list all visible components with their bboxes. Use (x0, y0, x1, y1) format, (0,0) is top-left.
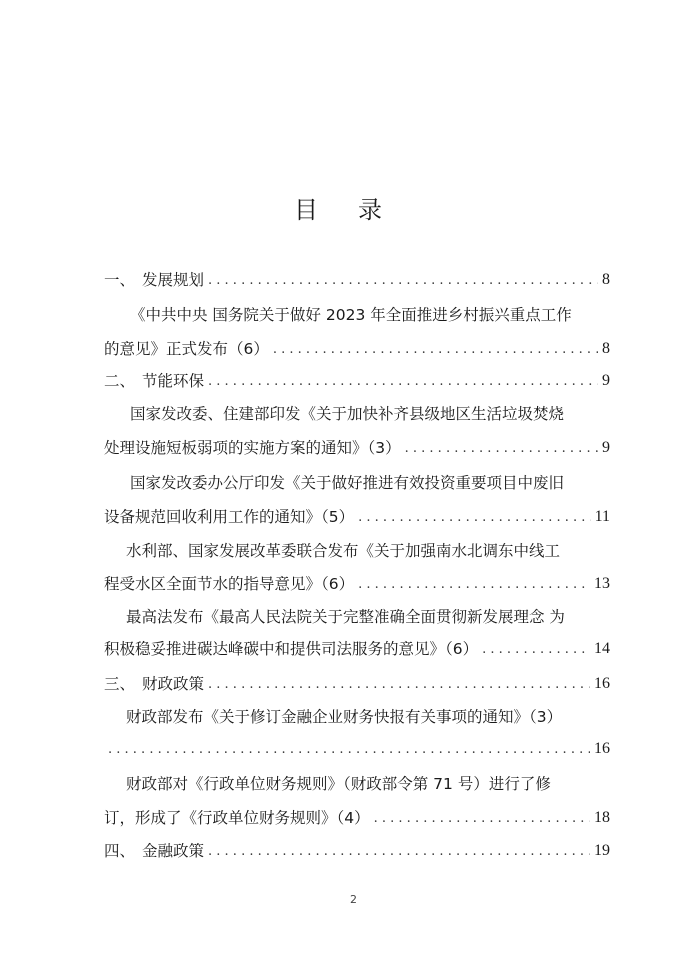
toc-item-3-line-2[interactable] (104, 506, 610, 528)
toc-item-6-line-1[interactable] (126, 706, 614, 728)
toc-section-3[interactable] (104, 673, 610, 695)
toc-item-text: 国家发改委办公厅印发《关于做好推进有效投资重要项目中废旧 (130, 474, 565, 492)
dot-leader (208, 271, 598, 291)
toc-item-2-line-1[interactable] (130, 403, 614, 425)
toc-item-2-line-2[interactable] (104, 437, 610, 459)
dot-leader (358, 508, 590, 528)
toc-item-text: 程受水区全面节水的指导意见》（6） (104, 575, 355, 593)
page-number: 16 (594, 740, 610, 757)
dot-leader (405, 439, 598, 459)
dot-leader (374, 809, 590, 829)
toc-section-4[interactable] (104, 840, 610, 862)
toc-item-4-line-2[interactable] (104, 573, 610, 595)
toc-item-text: 财政部对《行政单位财务规则》（财政部令第 71 号）进行了修 (126, 775, 551, 793)
toc-item-text: 《中共中央 国务院关于做好 2023 年全面推进乡村振兴重点工作 (130, 306, 572, 324)
page-number: 9 (602, 372, 610, 389)
section-title: 金融政策 (142, 842, 205, 860)
toc-item-4-line-1[interactable] (126, 540, 614, 562)
toc-item-text: 积极稳妥推进碳达峰碳中和提供司法服务的意见》（6） (104, 640, 479, 658)
page-number: 8 (602, 271, 610, 288)
toc-item-text: 设备规范回收利用工作的通知》（5） (104, 508, 355, 526)
title-char-1: 目 (294, 196, 318, 224)
toc-item-6-line-2[interactable] (104, 738, 610, 760)
section-title: 发展规划 (142, 271, 205, 289)
toc-item-5-line-2[interactable] (104, 638, 610, 660)
section-number: 四、 (104, 842, 136, 860)
section-number: 三、 (104, 675, 136, 693)
dot-leader (208, 675, 590, 695)
toc-item-text: 水利部、国家发展改革委联合发布《关于加强南水北调东中线工 (126, 542, 561, 560)
toc-item-text: 处理设施短板弱项的实施方案的通知》（3） (104, 439, 401, 457)
toc-section-1[interactable] (104, 269, 610, 291)
dot-leader (208, 372, 598, 392)
toc-item-1-line-2[interactable] (104, 338, 610, 360)
section-number: 二、 (104, 372, 136, 390)
dot-leader (208, 842, 590, 862)
toc-item-5-line-1[interactable] (126, 606, 614, 628)
page-number: 8 (602, 340, 610, 357)
dot-leader (273, 340, 598, 360)
toc-item-text: 国家发改委、住建部印发《关于加快补齐县级地区生活垃圾焚烧 (130, 405, 565, 423)
section-number: 一、 (104, 271, 136, 289)
page-number: 19 (594, 842, 610, 859)
toc-item-text: 订，形成了《行政单位财务规则》（4） (104, 809, 370, 827)
page-number: 18 (594, 809, 610, 826)
page-number: 11 (594, 508, 610, 525)
page-number: 14 (594, 640, 610, 657)
toc-item-text: 的意见》正式发布（6） (104, 340, 269, 358)
dot-leader (482, 640, 590, 660)
toc-item-text: 财政部发布《关于修订金融企业财务快报有关事项的通知》（3） (126, 708, 563, 726)
title-char-2: 录 (358, 196, 382, 224)
toc-item-7-line-2[interactable] (104, 807, 610, 829)
section-title: 财政政策 (142, 675, 205, 693)
page-footer-number: 2 (350, 893, 357, 906)
toc-item-1-line-1[interactable] (130, 304, 614, 326)
page-number: 16 (594, 675, 610, 692)
dot-leader (358, 575, 590, 595)
page-number: 13 (594, 575, 610, 592)
dot-leader (108, 740, 590, 760)
page-number: 9 (602, 439, 610, 456)
toc-item-3-line-1[interactable] (130, 472, 614, 494)
toc-section-2[interactable] (104, 370, 610, 392)
toc-item-7-line-1[interactable] (126, 773, 614, 795)
toc-item-text: 最高法发布《最高人民法院关于完整准确全面贯彻新发展理念 为 (126, 608, 565, 626)
page-title (0, 190, 676, 225)
section-title: 节能环保 (142, 372, 205, 390)
